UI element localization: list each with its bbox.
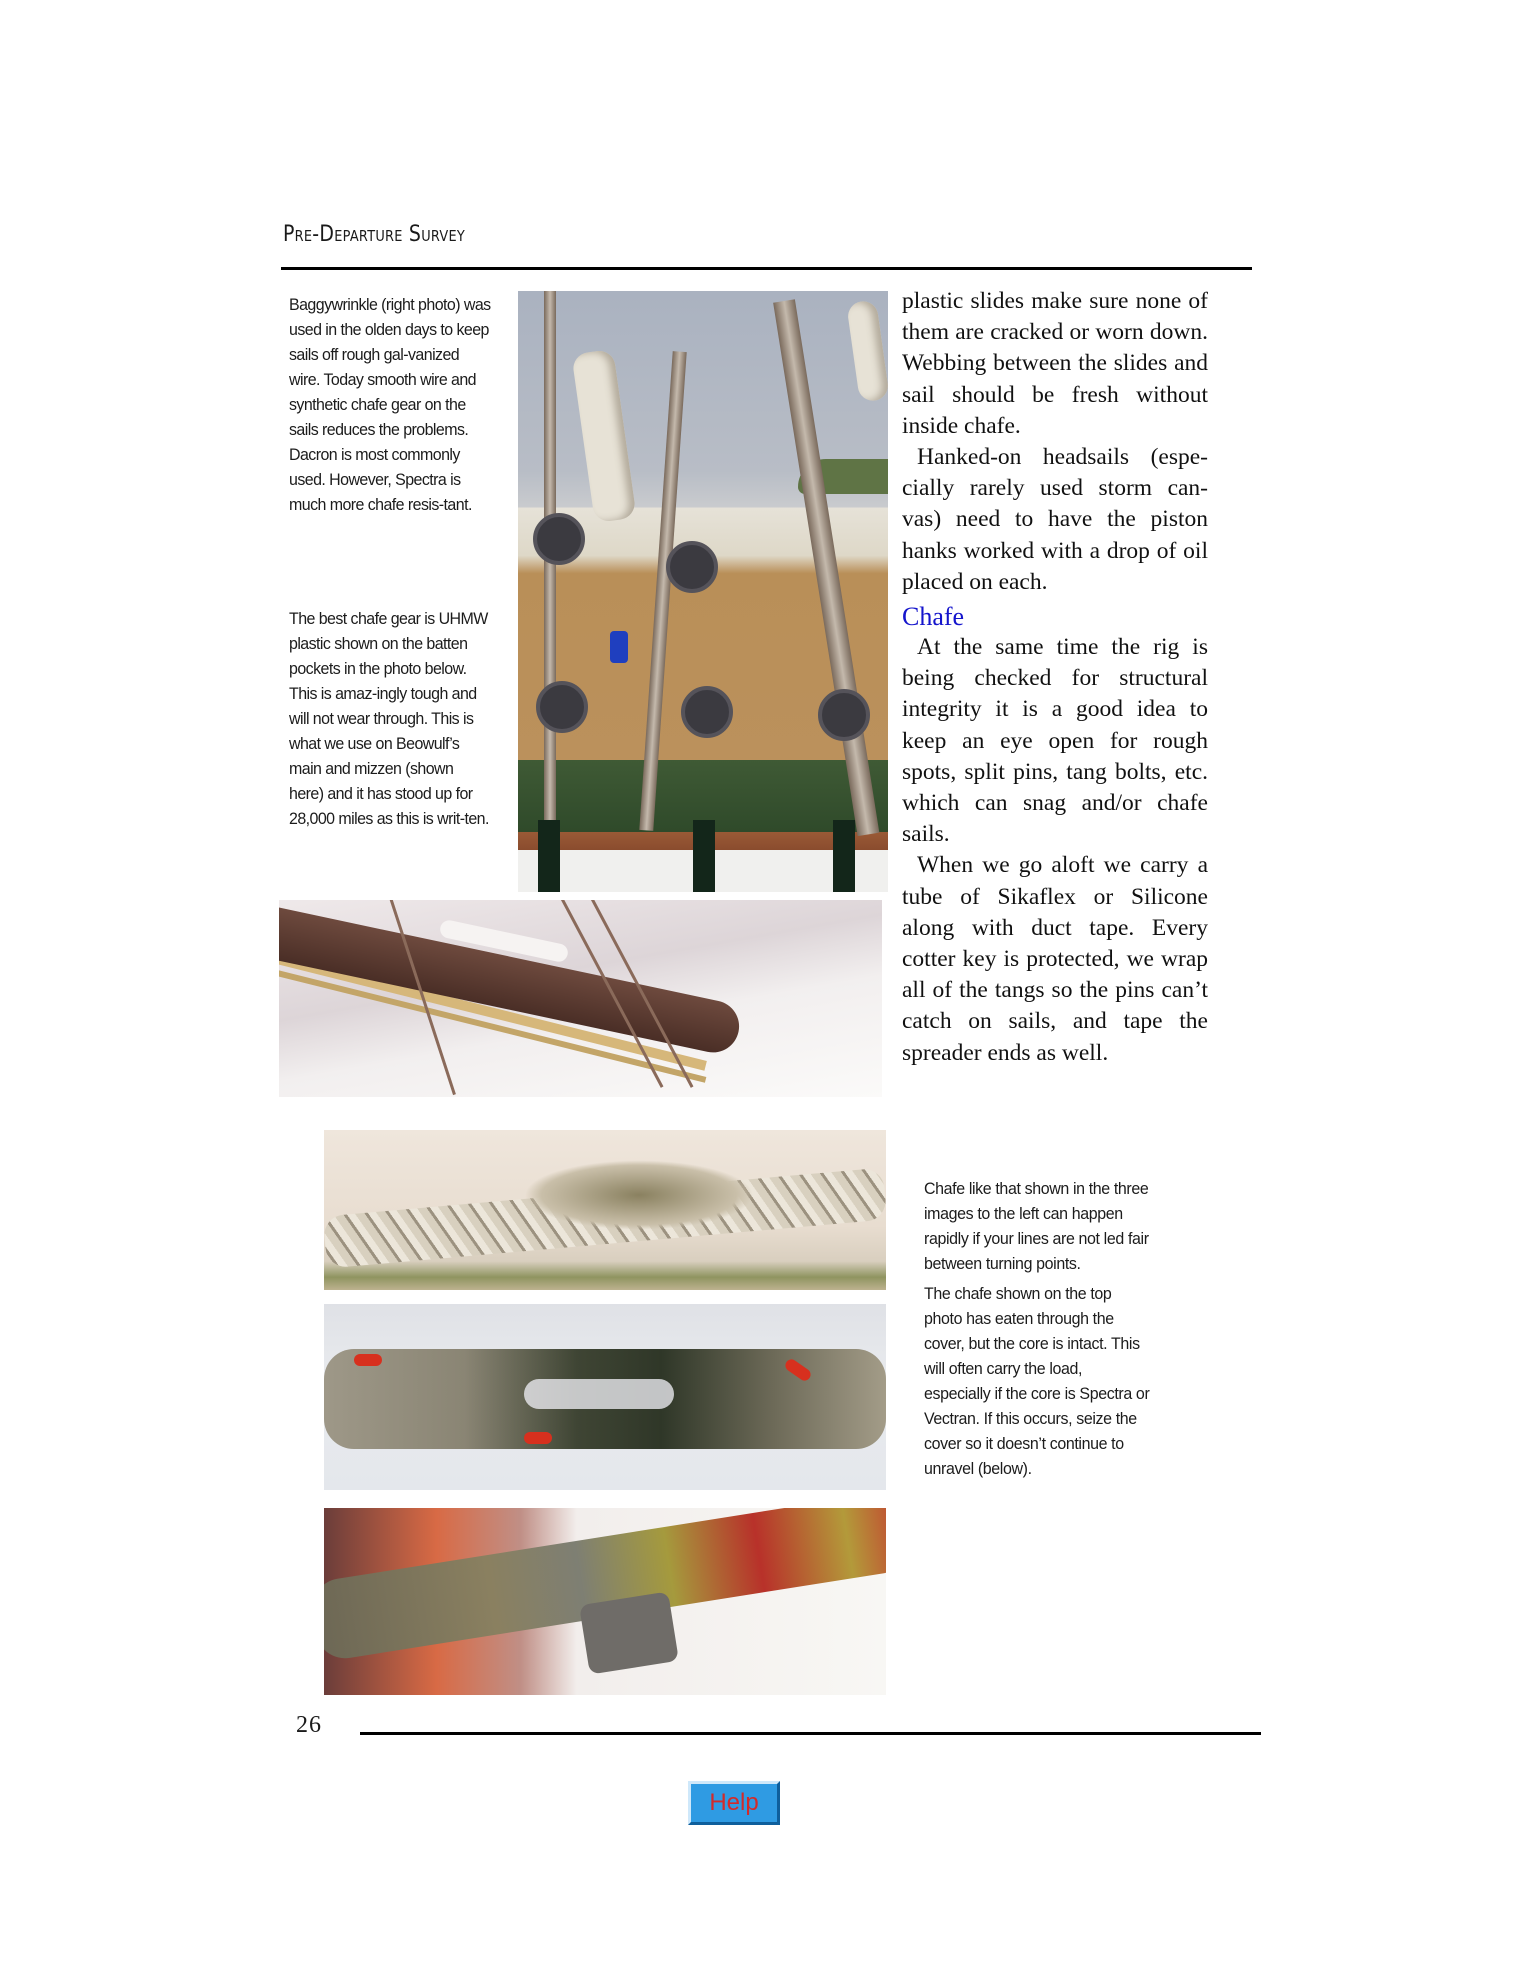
stanchion (693, 820, 715, 892)
body-paragraph: At the same time the rig is being checked for structural integrity it is a good idea to keep an eye open for rough spots, split pins, tang bolts, etc. which can snag and/or chafe sails. (902, 634, 1208, 848)
blue-fitting (610, 631, 628, 663)
shroud (544, 291, 556, 851)
rope-photo-2 (324, 1304, 886, 1490)
seizing-whipping (579, 1591, 679, 1674)
caption-rope-chafe (924, 1176, 1150, 1486)
page-number: 26 (296, 1712, 322, 1738)
header-rule (281, 267, 1252, 270)
baggywrinkle (846, 299, 888, 402)
body-paragraph: When we go aloft we carry a tube of Sikaflex or Silicone along with duct tape. Every cotter key is protected, we wrap all of the tangs so the pins can’t catch on sails, and tape the spreader ends as well. (902, 852, 1208, 1066)
frayed-section (524, 1160, 754, 1230)
rope-photo-3 (324, 1508, 886, 1695)
section-heading-chafe: Chafe (902, 602, 965, 632)
deadeye-block (818, 689, 870, 741)
deadeye-block (681, 686, 733, 738)
caption-uhmw: The best chafe gear is UHMW plastic shown on the batten pockets in the photo below. This is amaz-ingly tough and will not wear through. This is what we use on Beowulf’s main and mizzen (shown here) and it has stood up for 28,000 miles as this is writ-ten. (289, 609, 489, 828)
red-tracer (354, 1354, 382, 1366)
shroud (639, 351, 686, 831)
baggywrinkle (571, 349, 636, 523)
body-paragraph: Hanked-on headsails (espe-cially rarely used storm can-vas) need to have the piston hanks worked with a drop of oil placed on each. (902, 444, 1208, 595)
body-paragraph: plastic slides make sure none of them are cracked or worn down. Webbing between the slides and sail should be fresh without inside chafe. (902, 288, 1208, 439)
deadeye-block (533, 513, 585, 565)
deadeye-block (536, 681, 588, 733)
help-button[interactable]: Help (688, 1781, 780, 1825)
caption-paragraph: The chafe shown on the top photo has eaten through the cover, but the core is intact. This will often carry the load, especially if the core is Spectra or Vectran. If this occurs, seize the cover so it doesn’t continue to unravel (below). (924, 1284, 1150, 1478)
body-column (902, 286, 1208, 1069)
rope-photo-1 (324, 1130, 886, 1290)
footer-rule (360, 1732, 1261, 1735)
stanchion (538, 820, 560, 892)
stanchion (833, 820, 855, 892)
exposed-core (524, 1379, 674, 1409)
running-head: Pre-Departure Survey (283, 222, 466, 247)
deadeye-block (666, 541, 718, 593)
caption-baggywrinkle: Baggywrinkle (right photo) was used in the olden days to keep sails off rough gal-vanized wire. Today smooth wire and synthetic chafe gear on the sails reduces the problems. Dacron is most commonly used. However, Spectra is much more chafe resis-tant. (289, 295, 491, 514)
red-tracer (524, 1432, 552, 1444)
caption-paragraph: Chafe like that shown in the three images to the left can happen rapidly if your lines are not led fair between turning points. (924, 1179, 1149, 1273)
batten-photo (279, 900, 882, 1097)
rigging-photo (518, 291, 888, 892)
